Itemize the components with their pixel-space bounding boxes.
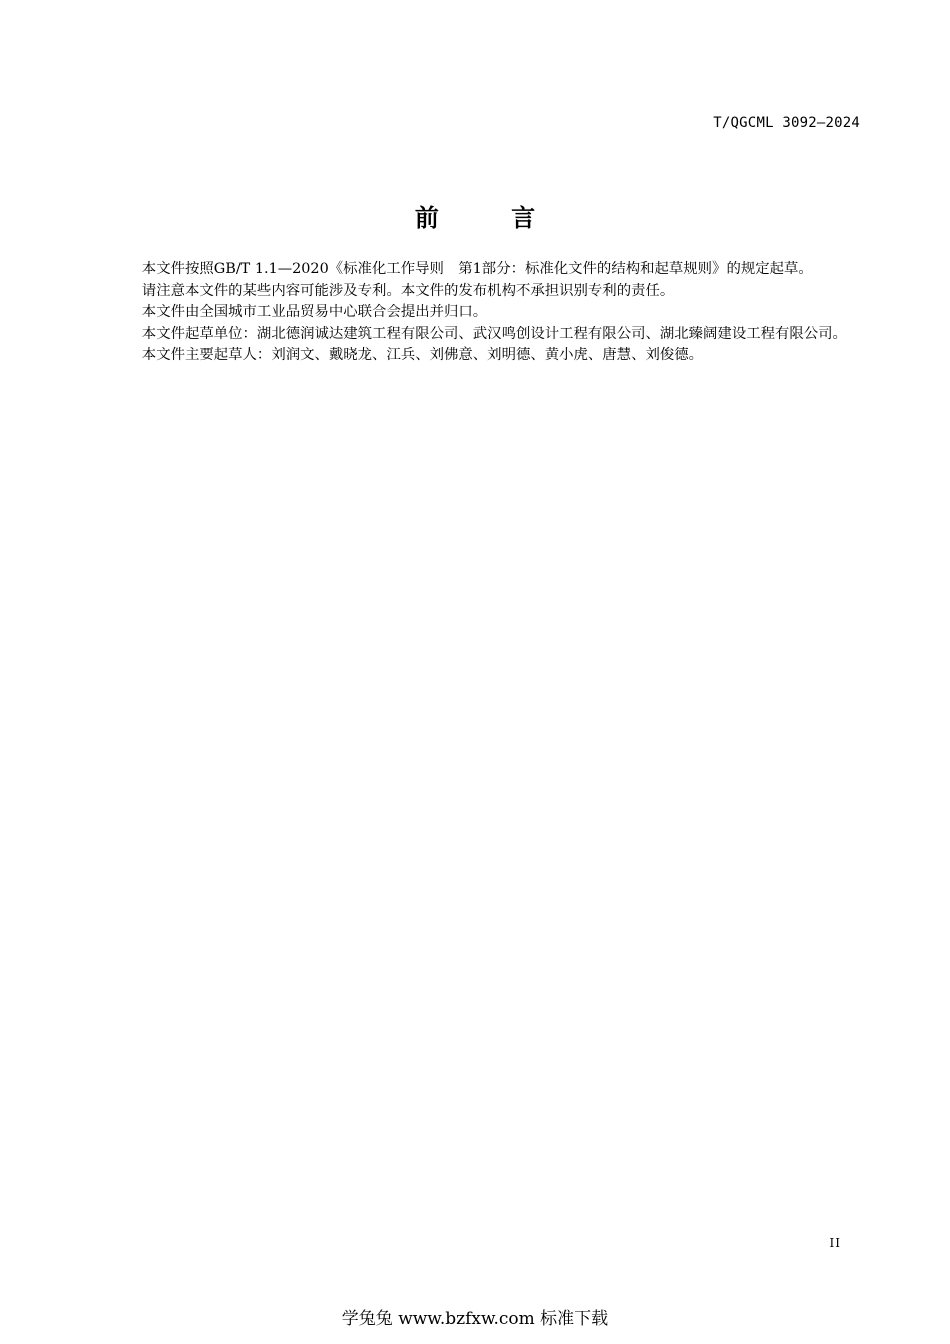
paragraph-proposer: 本文件由全国城市工业品贸易中心联合会提出并归口。 [141,304,488,320]
preface-body [113,259,861,367]
page-number: II [829,1236,841,1250]
page-title: 前 言 [414,204,568,232]
footer-watermark: 学兔兔 www.bzfxw.com 标准下载 [341,1309,609,1329]
paragraph-drafting-units: 本文件起草单位：湖北德润诚达建筑工程有限公司、武汉鸣创设计工程有限公司、湖北臻阔建设工程有限公司。 [141,325,847,342]
document-code: T/QGCML 3092—2024 [713,115,860,131]
paragraph-patent-notice: 请注意本文件的某些内容可能涉及专利。本文件的发布机构不承担识别专利的责任。 [141,282,675,299]
paragraph-drafting-rules: 本文件按照GB/T 1.1—2020《标准化工作导则 第1部分：标准化文件的结构和起草规则》的规定起草。 [141,261,813,277]
paragraph-drafters: 本文件主要起草人：刘润文、戴晓龙、江兵、刘佛意、刘明德、黄小虎、唐慧、刘俊德。 [141,347,704,363]
